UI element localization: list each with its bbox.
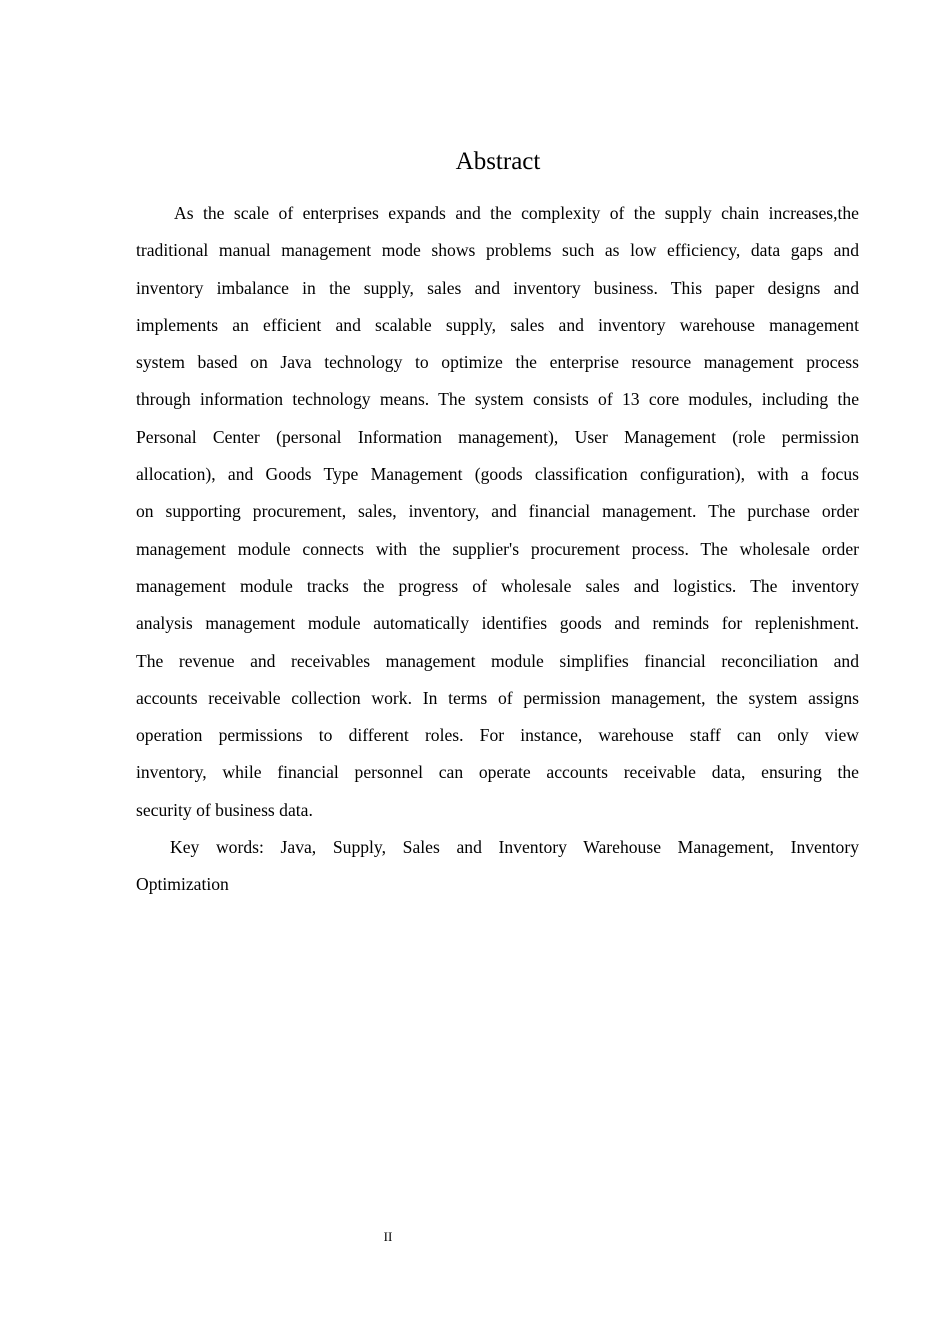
page-number: II [383, 1229, 393, 1244]
abstract-heading: Abstract [455, 148, 541, 175]
abstract-line: allocation), and Goods Type Management (goods classification configuration), with a focus [136, 464, 859, 485]
abstract-line: through information technology means. The system consists of 13 core modules, including the [136, 389, 859, 410]
abstract-line: As the scale of enterprises expands and the complexity of the supply chain increases,the [174, 203, 859, 223]
abstract-line: inventory imbalance in the supply, sales and inventory business. This paper designs and [136, 277, 859, 298]
abstract-line: inventory, while financial personnel can operate accounts receivable data, ensuring the [136, 762, 859, 783]
abstract-line: management module connects with the supplier's procurement process. The wholesale order [136, 538, 859, 559]
abstract-line: operation permissions to different roles. For instance, warehouse staff can only view [136, 725, 859, 746]
abstract-line: accounts receivable collection work. In terms of permission management, the system assigns [136, 687, 859, 708]
abstract-line: system based on Java technology to optimize the enterprise resource management process [136, 352, 859, 373]
keywords-line: Key words: Java, Supply, Sales and Inventory Warehouse Management, Inventory [170, 837, 859, 857]
abstract-line: management module tracks the progress of wholesale sales and logistics. The inventory [136, 575, 859, 596]
abstract-line: implements an efficient and scalable supply, sales and inventory warehouse management [136, 314, 859, 335]
abstract-line: Personal Center (personal Information management), User Management (role permission [136, 426, 859, 447]
abstract-line: security of business data. [136, 799, 313, 820]
abstract-line: analysis management module automatically identifies goods and reminds for replenishment. [136, 613, 859, 634]
keywords-paragraph [136, 829, 859, 904]
abstract-line: on supporting procurement, sales, inventory, and financial management. The purchase order [136, 501, 859, 522]
abstract-paragraph [136, 195, 859, 829]
abstract-line: traditional manual management mode shows problems such as low efficiency, data gaps and [136, 240, 859, 261]
keywords-line: Optimization [136, 874, 229, 895]
abstract-line: The revenue and receivables management module simplifies financial reconciliation and [136, 650, 859, 671]
